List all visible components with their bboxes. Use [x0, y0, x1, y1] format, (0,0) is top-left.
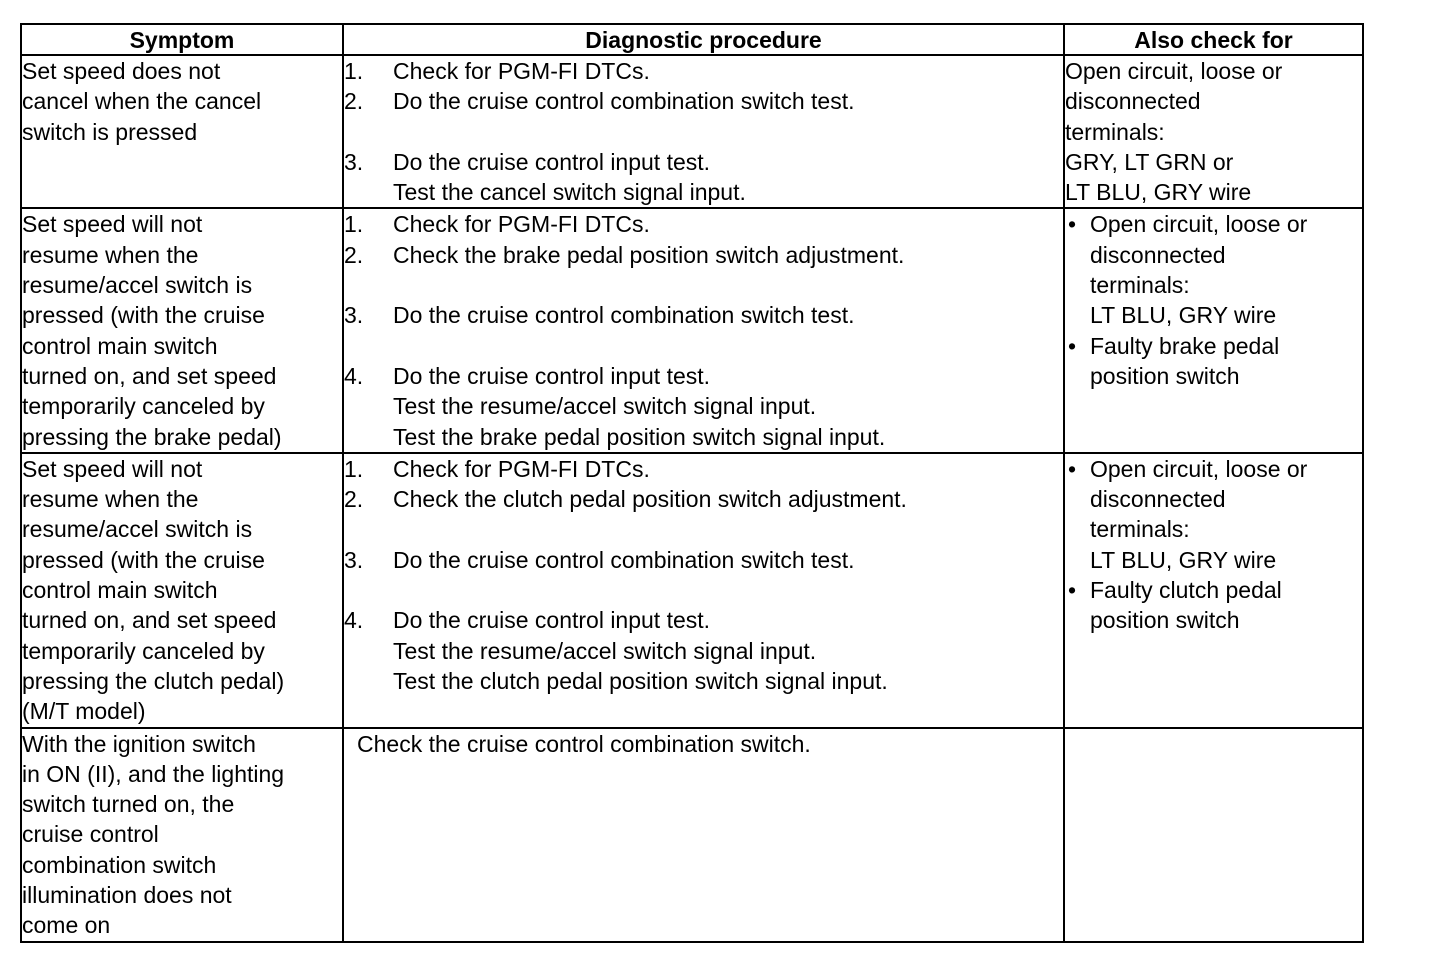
step-text: Check the clutch pedal position switch adjustment. — [393, 486, 907, 513]
symptom-line: turned on, and set speed — [22, 362, 277, 389]
header-symptom: Symptom — [21, 24, 343, 55]
header-also-check-for: Also check for — [1064, 24, 1363, 55]
symptom-cell — [21, 55, 343, 208]
step-text: Do the cruise control combination switch test. — [393, 546, 855, 573]
step-text: Do the cruise control input test. — [393, 607, 711, 634]
symptom-line: combination switch — [22, 851, 217, 878]
symptom-line: Set speed will not — [22, 211, 203, 238]
bullet-item — [1065, 209, 1362, 330]
step-text: Check for PGM-FI DTCs. — [393, 455, 650, 482]
step-number: 3. — [344, 546, 364, 573]
procedure-step — [344, 484, 1063, 514]
symptom-line: turned on, and set speed — [22, 607, 277, 634]
step-number: 4. — [344, 362, 364, 389]
step-text: Do the cruise control combination switch test. — [393, 302, 855, 329]
symptom-line: pressing the brake pedal) — [22, 423, 282, 450]
symptom-line: pressing the clutch pedal) — [22, 667, 285, 694]
symptom-line: resume/accel switch is — [22, 272, 253, 299]
symptom-line: pressed (with the cruise — [22, 302, 265, 329]
procedure-step — [344, 300, 1063, 330]
procedure-step — [344, 240, 1063, 270]
procedure-step — [344, 86, 1063, 116]
symptom-cell — [21, 728, 343, 942]
symptom-line: control main switch — [22, 577, 218, 604]
procedure-cell — [343, 208, 1064, 452]
step-number: 2. — [344, 241, 364, 268]
procedure-step — [344, 361, 1063, 452]
header-diagnostic-procedure: Diagnostic procedure — [343, 24, 1064, 55]
step-number: 2. — [344, 88, 364, 115]
step-text: Check for PGM-FI DTCs. — [393, 211, 650, 238]
procedure-step — [344, 605, 1063, 696]
step-number: 3. — [344, 302, 364, 329]
also-check-cell — [1064, 453, 1363, 728]
also-check-cell — [1064, 55, 1363, 208]
also-check-line: disconnected — [1090, 241, 1226, 268]
table-row — [21, 453, 1363, 728]
procedure-step — [344, 545, 1063, 575]
step-number: 1. — [344, 455, 364, 482]
step-text: Test the cancel switch signal input. — [393, 179, 746, 206]
also-check-line: Faulty brake pedal — [1090, 332, 1280, 359]
procedure-step — [344, 209, 1063, 239]
step-text: Check the brake pedal position switch adjustment. — [393, 241, 905, 268]
procedure-step — [344, 56, 1063, 86]
symptom-line: resume when the — [22, 241, 199, 268]
symptom-cell — [21, 208, 343, 452]
troubleshooting-table — [20, 23, 1364, 943]
also-check-cell — [1064, 208, 1363, 452]
procedure-text: Check the cruise control combination switch. — [357, 730, 811, 757]
also-check-line: terminals: — [1065, 118, 1165, 145]
bullet-item — [1065, 454, 1362, 575]
also-check-line: Open circuit, loose or — [1090, 455, 1308, 482]
also-check-line: terminals: — [1090, 272, 1190, 299]
step-text: Test the resume/accel switch signal input. — [393, 637, 817, 664]
symptom-line: (M/T model) — [22, 698, 146, 725]
symptom-line: come on — [22, 912, 111, 939]
symptom-line: in ON (II), and the lighting — [22, 760, 285, 787]
step-text: Do the cruise control combination switch test. — [393, 88, 855, 115]
step-text: Test the resume/accel switch signal input. — [393, 393, 817, 420]
table-header-row — [21, 24, 1363, 55]
also-check-line: LT BLU, GRY wire — [1090, 546, 1277, 573]
symptom-line: resume/accel switch is — [22, 516, 253, 543]
symptom-line: Set speed does not — [22, 58, 221, 84]
procedure-cell — [343, 453, 1064, 728]
table-row — [21, 728, 1363, 942]
also-check-line: LT BLU, GRY wire — [1065, 179, 1252, 206]
bullet-icon: • — [1068, 577, 1077, 604]
symptom-line: cancel when the cancel — [22, 88, 262, 115]
symptom-line: control main switch — [22, 332, 218, 359]
symptom-line: Set speed will not — [22, 455, 203, 482]
procedure-step — [344, 147, 1063, 208]
table-row — [21, 55, 1363, 208]
step-text: Do the cruise control input test. — [393, 362, 711, 389]
step-number: 1. — [344, 211, 364, 238]
symptom-line: switch is pressed — [22, 118, 198, 145]
procedure-cell — [343, 55, 1064, 208]
bullet-item — [1065, 331, 1362, 392]
also-check-line: Faulty clutch pedal — [1090, 577, 1282, 604]
also-check-line: Open circuit, loose or — [1090, 211, 1308, 238]
step-text: Test the clutch pedal position switch signal input. — [393, 667, 888, 694]
step-number: 3. — [344, 148, 364, 175]
also-check-line: disconnected — [1065, 88, 1201, 115]
step-text: Test the brake pedal position switch signal input. — [393, 423, 886, 450]
symptom-line: illumination does not — [22, 882, 232, 909]
also-check-cell — [1064, 728, 1363, 942]
also-check-line: LT BLU, GRY wire — [1090, 302, 1277, 329]
also-check-line: position switch — [1090, 362, 1240, 389]
step-number: 4. — [344, 607, 364, 634]
symptom-line: With the ignition switch — [22, 730, 256, 757]
symptom-line: cruise control — [22, 821, 159, 848]
step-text: Do the cruise control input test. — [393, 148, 711, 175]
table-row — [21, 208, 1363, 452]
step-text: Check for PGM-FI DTCs. — [393, 58, 650, 84]
step-number: 1. — [344, 58, 364, 84]
symptom-line: temporarily canceled by — [22, 637, 265, 664]
symptom-line: pressed (with the cruise — [22, 546, 265, 573]
procedure-step — [344, 454, 1063, 484]
symptom-cell — [21, 453, 343, 728]
also-check-line: GRY, LT GRN or — [1065, 148, 1234, 175]
symptom-line: resume when the — [22, 486, 199, 513]
symptom-line: switch turned on, the — [22, 791, 235, 818]
procedure-cell — [343, 728, 1064, 942]
also-check-line: Open circuit, loose or — [1065, 58, 1283, 84]
bullet-icon: • — [1068, 455, 1077, 482]
bullet-icon: • — [1068, 332, 1077, 359]
step-number: 2. — [344, 486, 364, 513]
symptom-line: temporarily canceled by — [22, 393, 265, 420]
also-check-line: disconnected — [1090, 486, 1226, 513]
bullet-icon: • — [1068, 211, 1077, 238]
bullet-item — [1065, 575, 1362, 636]
also-check-line: position switch — [1090, 607, 1240, 634]
also-check-line: terminals: — [1090, 516, 1190, 543]
